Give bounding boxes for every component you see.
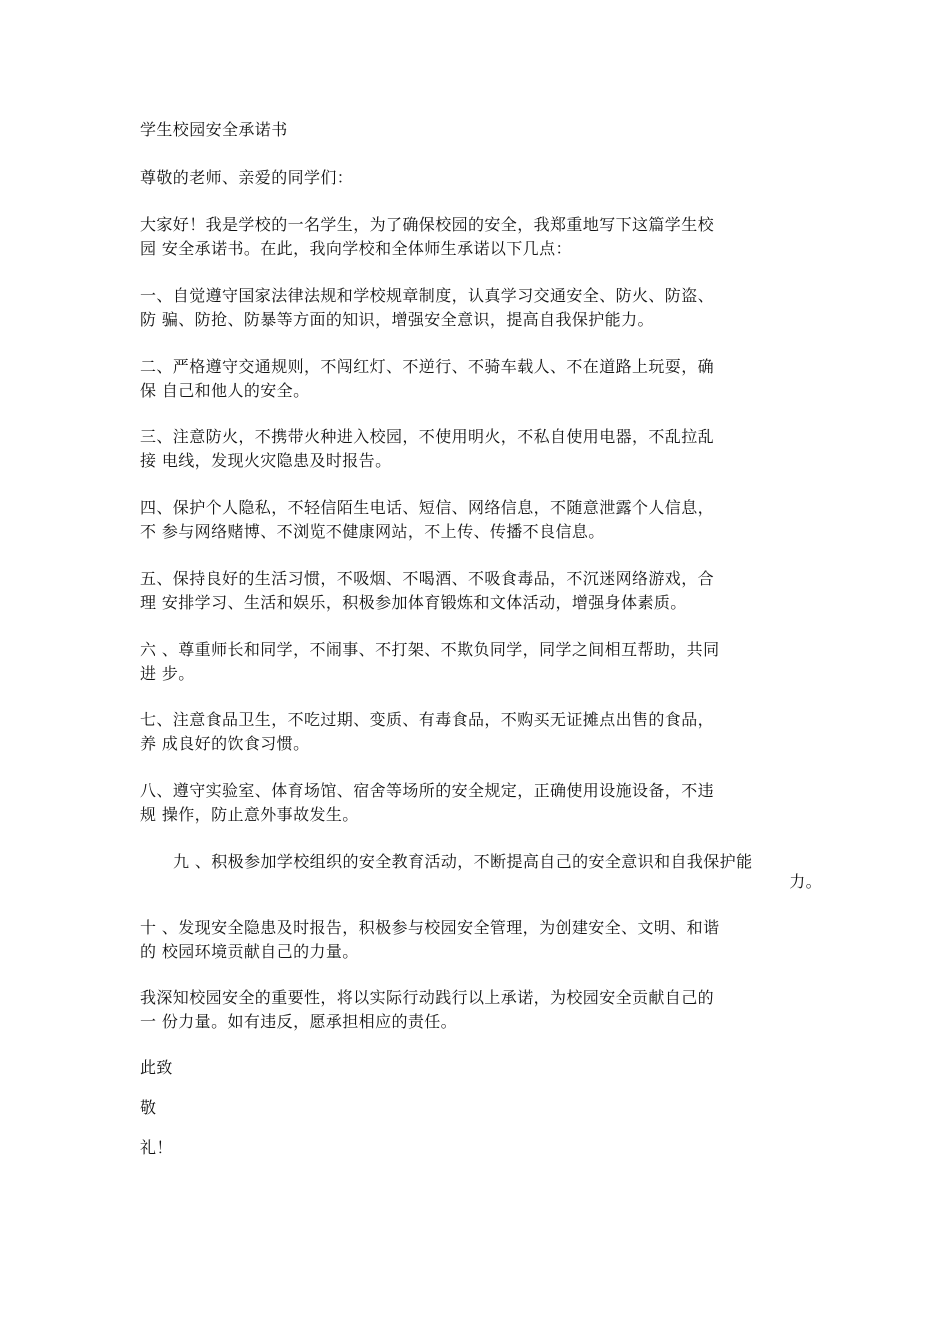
item-4-line-2: 不 参与网络赌博、不浏览不健康网站，不上传、传播不良信息。	[140, 522, 605, 541]
closing-line-1: 我深知校园安全的重要性，将以实际行动践行以上承诺，为校园安全贡献自己的	[140, 988, 715, 1007]
item-2-line-1: 二、严格遵守交通规则，不闯红灯、不逆行、不骑车载人、不在道路上玩耍，确	[140, 357, 715, 376]
closing-line-2: 一 份力量。如有违反，愿承担相应的责任。	[140, 1012, 458, 1031]
item-3-line-1: 三、注意防火，不携带火种进入校园，不使用明火，不私自使用电器，不乱拉乱	[140, 427, 715, 446]
item-3-line-2: 接 电线，发现火灾隐患及时报告。	[140, 451, 392, 470]
item-1-line-1: 一、自觉遵守国家法律法规和学校规章制度，认真学习交通安全、防火、防盗、	[140, 286, 715, 305]
item-8-line-1: 八、遵守实验室、体育场馆、宿舍等场所的安全规定，正确使用设施设备，不违	[140, 781, 715, 800]
sign-off-1: 此致	[140, 1058, 173, 1077]
intro-line-1: 大家好！我是学校的一名学生，为了确保校园的安全，我郑重地写下这篇学生校	[140, 215, 715, 234]
sign-off-3: 礼！	[140, 1138, 173, 1157]
item-6-line-2: 进 步。	[140, 664, 195, 683]
sign-off-2: 敬	[140, 1098, 157, 1117]
item-10-line-1: 十 、发现安全隐患及时报告，积极参与校园安全管理，为创建安全、文明、和谐	[140, 918, 720, 937]
item-2-line-2: 保 自己和他人的安全。	[140, 381, 310, 400]
intro-line-2: 园 安全承诺书。在此，我向学校和全体师生承诺以下几点：	[140, 239, 572, 258]
item-7-line-2: 养 成良好的饮食习惯。	[140, 734, 310, 753]
item-8-line-2: 规 操作，防止意外事故发生。	[140, 805, 359, 824]
greeting: 尊敬的老师、亲爱的同学们：	[140, 168, 354, 187]
item-9-line-1: 九 、积极参加学校组织的安全教育活动，不断提高自己的安全意识和自我保护能	[173, 852, 753, 871]
item-9-line-2: 力。	[789, 872, 822, 891]
item-5-line-2: 理 安排学习、生活和娱乐，积极参加体育锻炼和文体活动，增强身体素质。	[140, 593, 687, 612]
item-10-line-2: 的 校园环境贡献自己的力量。	[140, 942, 359, 961]
item-5-line-1: 五、保持良好的生活习惯，不吸烟、不喝酒、不吸食毒品，不沉迷网络游戏，合	[140, 569, 715, 588]
document-title: 学生校园安全承诺书	[140, 120, 288, 139]
item-4-line-1: 四、保护个人隐私，不轻信陌生电话、短信、网络信息，不随意泄露个人信息，	[140, 498, 715, 517]
item-1-line-2: 防 骗、防抢、防暴等方面的知识，增强安全意识，提高自我保护能力。	[140, 310, 654, 329]
item-7-line-1: 七、注意食品卫生，不吃过期、变质、有毒食品，不购买无证摊点出售的食品，	[140, 710, 715, 729]
item-6-line-1: 六 、尊重师长和同学，不闹事、不打架、不欺负同学，同学之间相互帮助，共同	[140, 640, 720, 659]
